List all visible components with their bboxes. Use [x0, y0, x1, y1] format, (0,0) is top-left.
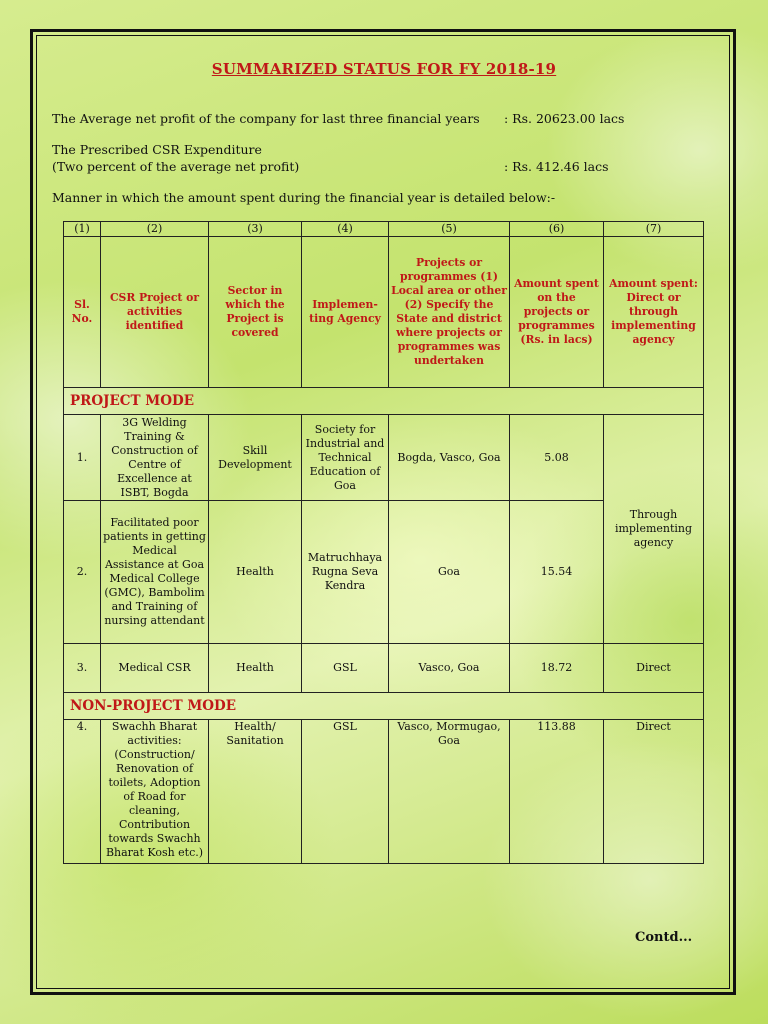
cell-mode-merged: Through implementing agency	[604, 415, 704, 644]
cell-sector: Skill Development	[209, 415, 302, 501]
cell-location: Goa	[389, 501, 510, 644]
section-row	[64, 693, 704, 720]
table-row	[64, 644, 704, 693]
non-project-mode-heading: NON-PROJECT MODE	[64, 693, 704, 720]
cell-amount: 18.72	[510, 644, 604, 693]
header-mode: Amount spent: Direct or through implementing agency	[604, 237, 704, 388]
section-row	[64, 388, 704, 415]
col-number: (6)	[510, 222, 604, 237]
page-title: SUMMARIZED STATUS FOR FY 2018-19	[211, 60, 557, 78]
col-number: (3)	[209, 222, 302, 237]
cell-location: Vasco, Mormugao, Goa	[389, 720, 510, 864]
cell-activity: Medical CSR	[101, 644, 209, 693]
cell-sector: Health/ Sanitation	[209, 720, 302, 864]
cell-agency: GSL	[302, 644, 389, 693]
cell-sector: Health	[209, 501, 302, 644]
cell-amount: 15.54	[510, 501, 604, 644]
header-agency: Implemen-ting Agency	[302, 237, 389, 388]
cell-sl: 1.	[64, 415, 101, 501]
col-number: (7)	[604, 222, 704, 237]
cell-amount: 113.88	[510, 720, 604, 864]
avg-profit-value: : Rs. 20623.00 lacs	[504, 111, 625, 126]
table-row	[64, 720, 704, 864]
cell-sl: 4.	[64, 720, 101, 864]
column-number-row	[64, 222, 704, 237]
cell-mode: Direct	[604, 720, 704, 864]
header-row	[64, 237, 704, 388]
cell-sl: 3.	[64, 644, 101, 693]
cell-location: Vasco, Goa	[389, 644, 510, 693]
col-number: (2)	[101, 222, 209, 237]
cell-amount: 5.08	[510, 415, 604, 501]
prescribed-csr-note: (Two percent of the average net profit)	[52, 159, 300, 174]
col-number: (1)	[64, 222, 101, 237]
avg-profit-label: The Average net profit of the company for last three financial years	[52, 111, 480, 126]
cell-activity: 3G Welding Training & Construction of Centre of Excellence at ISBT, Bogda	[101, 415, 209, 501]
continued-label: Contd...	[635, 930, 693, 945]
cell-activity: Swachh Bharat activities: (Construction/ Renovation of toilets, Adoption of Road for cleaning, Contribution towards Swachh Bharat Kosh etc.)	[101, 720, 209, 864]
header-amount: Amount spent on the projects or programmes (Rs. in lacs)	[510, 237, 604, 388]
cell-sl: 2.	[64, 501, 101, 644]
csr-table	[63, 221, 704, 864]
col-number: (5)	[389, 222, 510, 237]
cell-activity: Facilitated poor patients in getting Medical Assistance at Goa Medical College (GMC), Bambolim and Training of nursing attendant	[101, 501, 209, 644]
header-location: Projects or programmes (1) Local area or other (2) Specify the State and district where projects or programmes was undertaken	[389, 237, 510, 388]
table-row	[64, 415, 704, 501]
cell-mode: Direct	[604, 644, 704, 693]
prescribed-csr-value: : Rs. 412.46 lacs	[504, 159, 609, 174]
header-activity: CSR Project or activities identified	[101, 237, 209, 388]
cell-agency: GSL	[302, 720, 389, 864]
cell-agency: Society for Industrial and Technical Education of Goa	[302, 415, 389, 501]
cell-sector: Health	[209, 644, 302, 693]
header-sl-no: Sl. No.	[64, 237, 101, 388]
project-mode-heading: PROJECT MODE	[64, 388, 704, 415]
cell-location: Bogda, Vasco, Goa	[389, 415, 510, 501]
col-number: (4)	[302, 222, 389, 237]
manner-text: Manner in which the amount spent during the financial year is detailed below:-	[52, 190, 556, 205]
cell-agency: Matruchhaya Rugna Seva Kendra	[302, 501, 389, 644]
prescribed-csr-label: The Prescribed CSR Expenditure	[52, 142, 262, 157]
header-sector: Sector in which the Project is covered	[209, 237, 302, 388]
